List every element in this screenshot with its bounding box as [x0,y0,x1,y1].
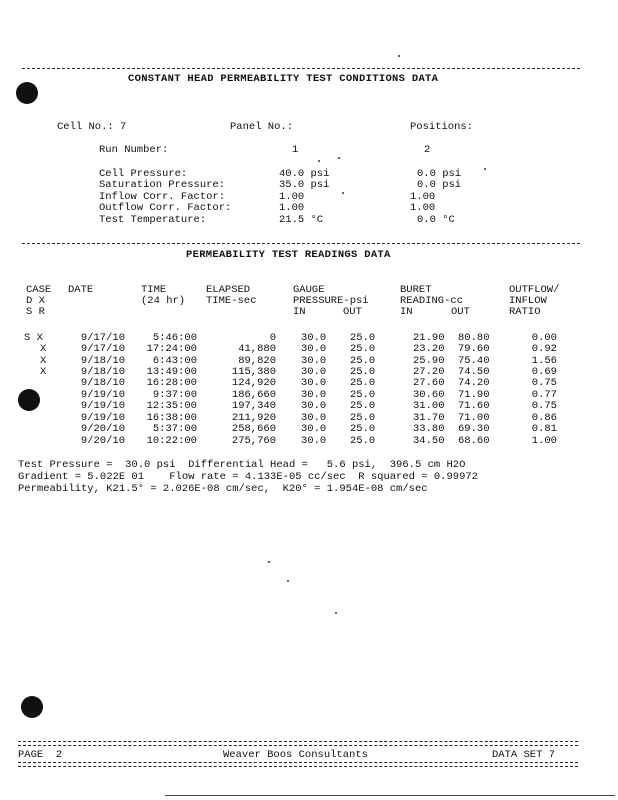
run-number-1: 1 [292,144,299,156]
cell-elapsed: 0 [269,332,276,344]
header-ratio: INFLOW [509,295,547,307]
cell-time: 17:24:00 [146,343,197,355]
cell-gauge-in: 30.0 [301,412,327,424]
cell-buret-out: 71.60 [458,400,490,412]
param-run2: 0.0 °C [417,214,455,226]
top-divider [22,68,580,69]
param-run2: 1.00 [410,202,436,214]
scan-speck [318,160,320,162]
scan-edge-line [165,795,615,796]
param-label: Cell Pressure: [99,168,188,180]
header-case: S R [26,306,45,318]
summary-gradient-flow: Gradient = 5.022E 01 Flow rate = 4.133E-05 cc/sec R squared = 0.99972 [18,471,478,483]
cell-date: 9/20/10 [80,435,125,447]
header-buret: BURET [400,284,432,296]
cell-ratio: 0.81 [531,423,557,435]
cell-ratio: 1.56 [531,355,557,367]
cell-time: 6:43:00 [152,355,197,367]
cell-case: X [40,355,47,367]
cell-case: S X [24,332,43,344]
cell-time: 16:28:00 [146,377,197,389]
cell-buret-out: 71.00 [458,412,490,424]
scan-speck [484,168,486,170]
header-buret-out: OUT [451,306,470,318]
cell-date: 9/18/10 [80,366,125,378]
cell-time: 5:46:00 [152,332,197,344]
cell-ratio: 1.00 [531,435,557,447]
param-run1: 1.00 [279,191,305,203]
cell-date: 9/19/10 [80,412,125,424]
cell-gauge-in: 30.0 [301,377,327,389]
binder-hole-bottom [21,696,43,718]
header-gauge: GAUGE [293,284,325,296]
cell-gauge-in: 30.0 [301,389,327,401]
header-elapsed: TIME-sec [206,295,257,307]
cell-gauge-in: 30.0 [301,366,327,378]
cell-elapsed: 89,820 [238,355,276,367]
cell-buret-in: 30.60 [413,389,445,401]
cell-ratio: 0.86 [531,412,557,424]
param-run2: 1.00 [410,191,436,203]
header-time: TIME [141,284,167,296]
cell-gauge-out: 25.0 [350,389,376,401]
header-buret: READING-cc [400,295,464,307]
param-run1: 1.00 [279,202,305,214]
param-label: Outflow Corr. Factor: [99,202,232,214]
cell-elapsed: 115,380 [231,366,276,378]
scan-speck [335,612,337,614]
header-case: CASE [26,284,52,296]
header-gauge-in: IN [293,306,306,318]
footer-company: Weaver Boos Consultants [223,749,368,761]
cell-gauge-out: 25.0 [350,400,376,412]
header-ratio: RATIO [509,306,541,318]
cell-gauge-in: 30.0 [301,400,327,412]
cell-buret-out: 68.60 [458,435,490,447]
cell-buret-in: 21.90 [413,332,445,344]
param-run1: 40.0 psi [279,168,330,180]
cell-time: 12:35:00 [146,400,197,412]
header-elapsed: ELAPSED [206,284,251,296]
cell-elapsed: 258,660 [231,423,276,435]
conditions-title: CONSTANT HEAD PERMEABILITY TEST CONDITIONS DATA [128,73,439,85]
cell-buret-out: 74.50 [458,366,490,378]
summary-permeability: Permeability, K21.5° = 2.026E-08 cm/sec, K20° = 1.954E-08 cm/sec [18,483,428,495]
cell-elapsed: 197,340 [231,400,276,412]
cell-gauge-in: 30.0 [301,355,327,367]
cell-buret-in: 23.20 [413,343,445,355]
param-run1: 35.0 psi [279,179,330,191]
cell-gauge-out: 25.0 [350,423,376,435]
cell-buret-in: 31.00 [413,400,445,412]
cell-case: X [40,343,47,355]
cell-gauge-in: 30.0 [301,343,327,355]
cell-gauge-out: 25.0 [350,355,376,367]
binder-hole-middle [18,389,40,411]
header-ratio: OUTFLOW/ [509,284,560,296]
scan-speck [338,157,340,159]
cell-buret-out: 71.90 [458,389,490,401]
cell-gauge-out: 25.0 [350,343,376,355]
cell-buret-out: 75.40 [458,355,490,367]
header-date: DATE [68,284,94,296]
param-label: Test Temperature: [99,214,207,226]
cell-date: 9/19/10 [80,400,125,412]
cell-elapsed: 41,880 [238,343,276,355]
cell-gauge-in: 30.0 [301,423,327,435]
header-time: (24 hr) [141,295,186,307]
summary-test-pressure: Test Pressure = 30.0 psi Differential Head = 5.6 psi, 396.5 cm H2O [18,459,466,471]
cell-gauge-out: 25.0 [350,377,376,389]
cell-ratio: 0.00 [531,332,557,344]
cell-time: 10:22:00 [146,435,197,447]
header-buret-in: IN [400,306,413,318]
cell-elapsed: 124,920 [231,377,276,389]
cell-buret-out: 80.80 [458,332,490,344]
cell-buret-in: 31.70 [413,412,445,424]
cell-time: 16:38:00 [146,412,197,424]
binder-hole-top [16,82,38,104]
cell-buret-out: 69.30 [458,423,490,435]
cell-time: 13:49:00 [146,366,197,378]
cell-ratio: 0.75 [531,377,557,389]
cell-no-label: Cell No.: 7 [57,121,127,133]
cell-ratio: 0.92 [531,343,557,355]
param-run2: 0.0 psi [417,168,462,180]
cell-buret-in: 33.80 [413,423,445,435]
cell-ratio: 0.75 [531,400,557,412]
cell-ratio: 0.77 [531,389,557,401]
header-case: D X [26,295,45,307]
run-number-label: Run Number: [99,144,169,156]
footer-page: PAGE 2 [18,749,63,761]
cell-ratio: 0.69 [531,366,557,378]
cell-gauge-out: 25.0 [350,366,376,378]
cell-buret-out: 79.60 [458,343,490,355]
cell-date: 9/17/10 [80,332,125,344]
cell-buret-in: 34.50 [413,435,445,447]
scan-speck [287,580,289,582]
header-gauge: PRESSURE-psi [293,295,369,307]
cell-elapsed: 186,660 [231,389,276,401]
cell-time: 5:37:00 [152,423,197,435]
run-number-2: 2 [424,144,431,156]
cell-buret-in: 27.60 [413,377,445,389]
positions-label: Positions: [410,121,474,133]
footer-divider-top [18,741,578,746]
cell-gauge-out: 25.0 [350,332,376,344]
cell-case: X [40,366,47,378]
header-gauge-out: OUT [343,306,362,318]
cell-buret-in: 25.90 [413,355,445,367]
scan-speck [268,561,270,563]
param-run2: 0.0 psi [417,179,462,191]
param-label: Inflow Corr. Factor: [99,191,226,203]
cell-time: 9:37:00 [152,389,197,401]
param-label: Saturation Pressure: [99,179,226,191]
readings-title: PERMEABILITY TEST READINGS DATA [186,249,391,261]
cell-gauge-in: 30.0 [301,435,327,447]
cell-date: 9/18/10 [80,377,125,389]
cell-elapsed: 211,920 [231,412,276,424]
middle-divider [22,243,580,244]
cell-date: 9/19/10 [80,389,125,401]
cell-date: 9/18/10 [80,355,125,367]
panel-no-label: Panel No.: [230,121,294,133]
cell-buret-out: 74.20 [458,377,490,389]
cell-elapsed: 275,760 [231,435,276,447]
cell-gauge-out: 25.0 [350,412,376,424]
cell-date: 9/20/10 [80,423,125,435]
cell-buret-in: 27.20 [413,366,445,378]
scan-speck [342,192,344,194]
param-run1: 21.5 °C [279,214,324,226]
footer-divider-bottom [18,762,578,767]
cell-date: 9/17/10 [80,343,125,355]
footer-data-set: DATA SET 7 [492,749,556,761]
cell-gauge-in: 30.0 [301,332,327,344]
cell-gauge-out: 25.0 [350,435,376,447]
scan-speck [398,55,400,57]
